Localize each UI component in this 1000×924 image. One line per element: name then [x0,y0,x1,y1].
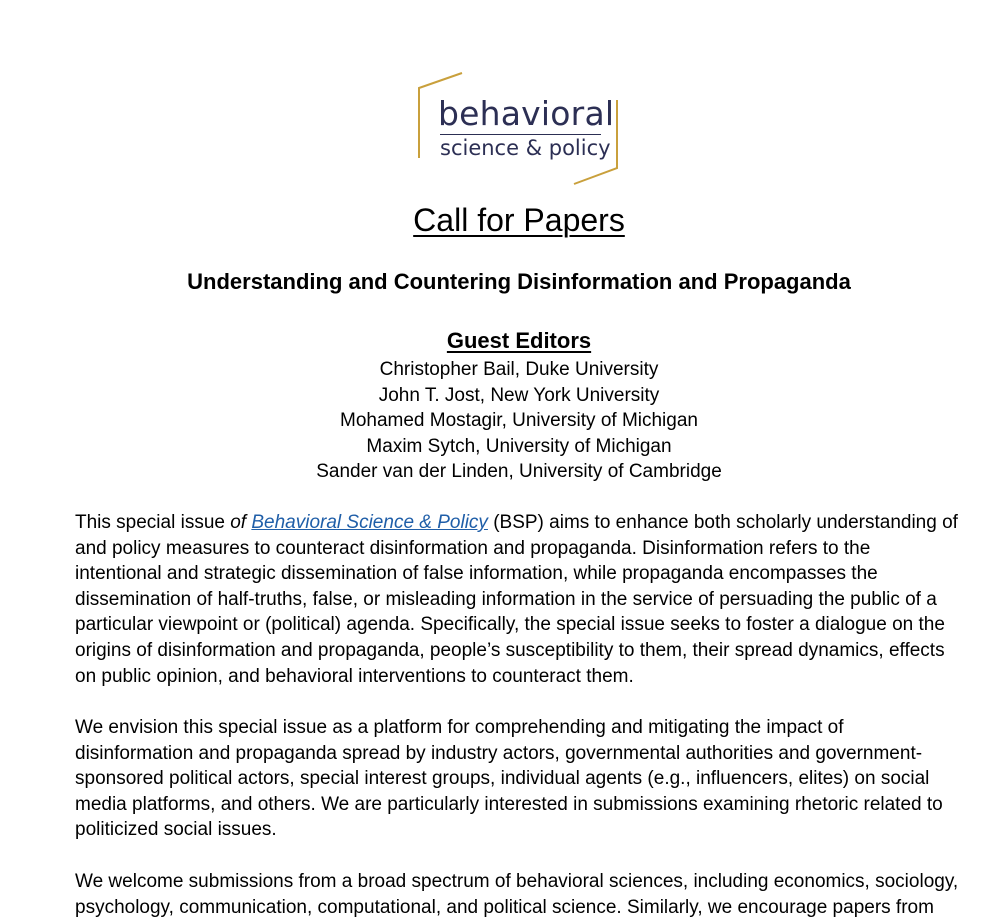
guest-editors-list [0,357,1000,485]
logo-text-behavioral: behavioral [438,94,615,133]
paragraph-line: We welcome submissions from a broad spectrum of behavioral sciences, including economics, sociology, [75,871,959,892]
intro-text-rest: (BSP) aims to enhance both scholarly understanding of [487,512,958,533]
paragraph-line: on public opinion, and behavioral interventions to counteract them. [75,665,634,687]
scope-paragraph [75,715,975,843]
paragraph-line: intentional and strategic dissemination of false information, while propaganda encompasses the [75,563,878,585]
logo-text-science-policy: science & policy [440,136,611,160]
editor-name: Mohamed Mostagir, University of Michigan [340,410,698,432]
paragraph-line: origins of disinformation and propaganda, people’s susceptibility to them, their spread dynamics, effects [75,639,945,661]
issue-subtitle: Understanding and Countering Disinformation and Propaganda [187,269,851,294]
journal-link[interactable]: Behavioral Science & Policy [251,512,488,533]
paragraph-line: media platforms, and others. We are particularly interested in submissions examining rhetoric related to [75,793,943,815]
editor-name: John T. Jost, New York University [378,384,660,406]
paragraph-line: psychology, communication, computational, and political science. Similarly, we encourage papers from [75,896,934,918]
intro-text: This special issue [75,512,231,533]
journal-logo [412,70,628,188]
of-word: of [230,512,252,533]
paragraph-line: and policy measures to counteract disinformation and propaganda. Disinformation refers to the [75,537,871,559]
paragraph-line: dissemination of half-truths, false, or misleading information in the service of persuading the public of a [75,588,937,610]
paragraph-line [75,510,975,536]
editor-name: Christopher Bail, Duke University [379,359,659,380]
paragraph-line: sponsored political actors, special interest groups, individual agents (e.g., influencers, elites) on social [75,768,930,790]
guest-editors-heading: Guest Editors [446,328,592,353]
paragraph-line: politicized social issues. [75,819,277,841]
paragraph-line: We envision this special issue as a platform for comprehending and mitigating the impact of [75,717,844,738]
editor-name: Maxim Sytch, University of Michigan [366,435,672,457]
paragraph-line: disinformation and propaganda spread by industry actors, governmental authorities and government- [75,742,923,764]
paragraph-line: particular viewpoint or (political) agenda. Specifically, the special issue seeks to foster a dialogue on the [75,614,945,636]
submissions-paragraph [75,869,975,920]
editor-name: Sander van der Linden, University of Cambridge [316,461,722,483]
logo-divider [440,134,601,135]
intro-paragraph [75,510,975,689]
page-title: Call for Papers [413,202,625,238]
